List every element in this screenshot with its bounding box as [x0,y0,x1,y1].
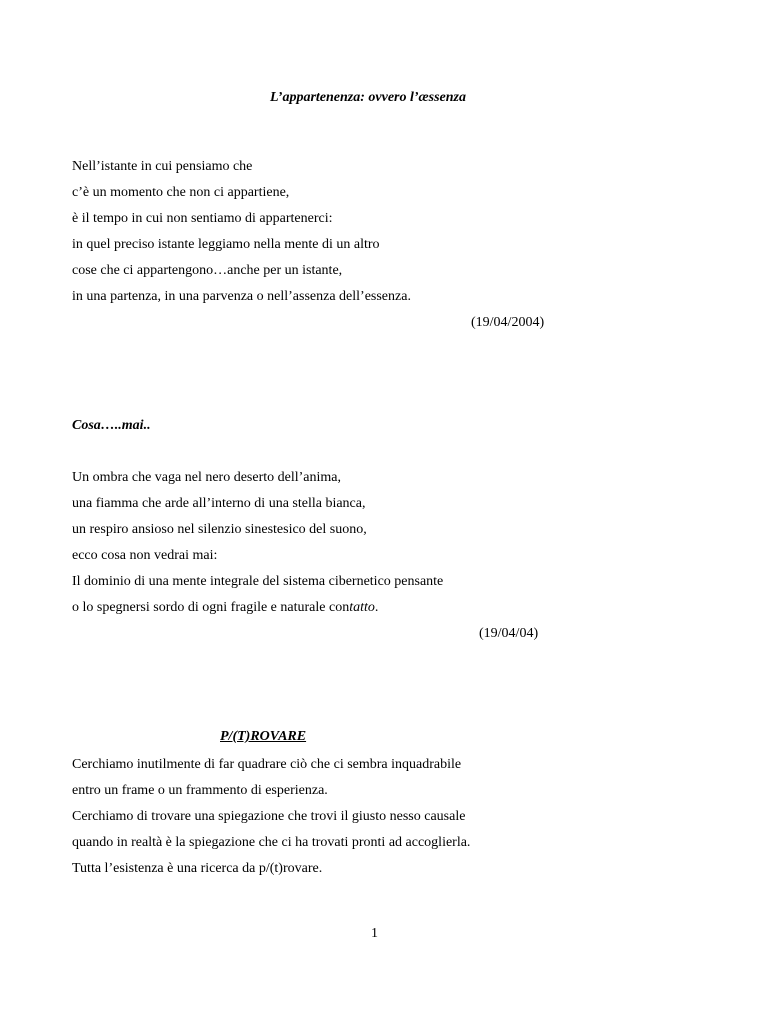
poem3-line: quando in realtà è la spiegazione che ci ha trovati pronti ad accoglierla. [72,835,471,850]
poem3-line: Cerchiamo di trovare una spiegazione che trovi il giusto nesso causale [72,809,466,824]
poem2-line: Il dominio di una mente integrale del sistema cibernetico pensante [72,574,444,589]
poem2-line: Un ombra che vaga nel nero deserto dell’anima, [72,470,342,485]
poem3-line: Tutta l’esistenza è una ricerca da p/(t)rovare. [72,861,323,876]
poem1-line: Nell’istante in cui pensiamo che [72,159,253,174]
poem3-line: Cerchiamo inutilmente di far quadrare ciò che ci sembra inquadrabile [72,757,462,772]
poem2-title: Cosa…..mai.. [72,418,151,433]
poem2-last-line [72,600,378,616]
poem1-date: (19/04/2004) [471,315,545,330]
poem2-line: un respiro ansioso nel silenzio sinestesico del suono, [72,522,367,537]
poem1-line: in quel preciso istante leggiamo nella mente di un altro [72,237,380,252]
poem3-title: P/(T)ROVARE [220,729,307,744]
poem3-line: entro un frame o un frammento di esperienza. [72,783,328,798]
poem1-line: è il tempo in cui non sentiamo di appartenerci: [72,211,333,226]
poem1-line: in una partenza, in una parvenza o nell’assenza dell’essenza. [72,289,411,304]
page-number: 1 [371,926,378,941]
poem2-line: una fiamma che arde all’interno di una stella bianca, [72,496,366,511]
poem2-last-line-suffix: . [374,600,379,615]
poem2-last-line-prefix: o lo spegnersi sordo di ogni fragile e naturale con [72,600,350,615]
poem1-line: cose che ci appartengono…anche per un istante, [72,263,343,278]
poem2-last-line-italic: tatto [349,600,375,615]
poem1-title: L’appartenenza: ovvero l’æssenza [270,90,466,105]
poem1-line: c’è un momento che non ci appartiene, [72,185,290,200]
poem2-line: ecco cosa non vedrai mai: [72,548,218,563]
poem2-date: (19/04/04) [479,626,539,641]
